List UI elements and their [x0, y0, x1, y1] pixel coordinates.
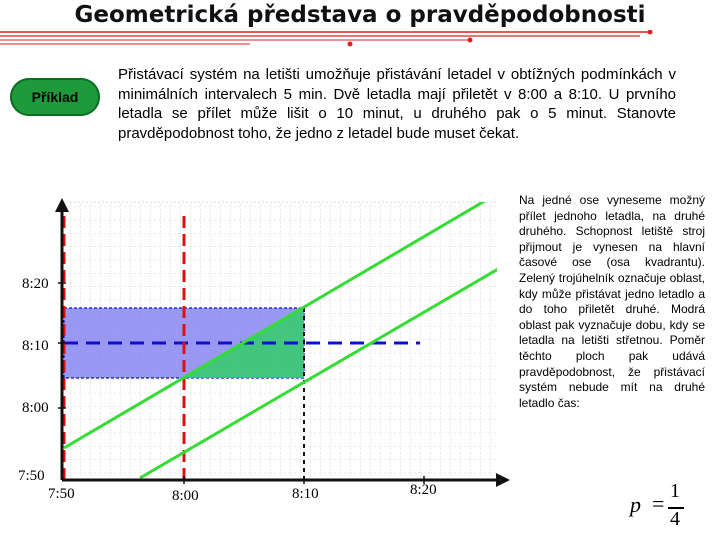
x-tick-8-00: 8:00	[172, 488, 199, 504]
formula-numerator: 1	[670, 480, 680, 502]
y-tick-8-10: 8:10	[22, 338, 49, 354]
x-tick-8-10: 8:10	[292, 486, 319, 502]
y-tick-8-00: 8:00	[22, 400, 49, 416]
x-tick-8-20: 8:20	[410, 482, 437, 498]
example-badge: Příklad	[10, 78, 100, 116]
title-decoration	[0, 30, 720, 50]
formula-denominator: 4	[670, 508, 680, 530]
problem-text: Přistávací systém na letišti umožňuje přistávání letadel v obtížných podmínkách v minimálních intervalech 5 min. Dvě letadla mají přiletět v 8:00 a 8:10. U prvního letadla se přílet může lišit o 10 minut, u druhého pak o 5 minut. Stanovte pravděpodobnost toho, že jedno z letadel bude muset čekat.	[118, 66, 676, 142]
formula-variable: p	[630, 492, 641, 517]
y-tick-8-20: 8:20	[22, 276, 49, 292]
formula-equals: =	[652, 491, 665, 516]
x-tick-7-50: 7:50	[48, 486, 75, 502]
x-axis-arrow	[496, 473, 510, 487]
probability-graph	[0, 180, 520, 510]
y-tick-7-50: 7:50	[18, 468, 45, 484]
explanation-text: Na jedné ose vyneseme možný přílet jednoho letadla, na druhé druhého. Schopnost letiště stroj přijmout je vynesen na hlavní časové ose (osa kvadrantu). Zelený trojúhelník označuje oblast, kdy může přistávat jedno letadlo a do toho přiletět druhé. Modrá oblast pak vyznačuje dobu, kdy se letadla na letišti střetnou. Poměr těchto ploch pak udává pravděpodobnost, že přistávací systém nebude mít na druhé letadlo čas:	[519, 193, 705, 410]
page-title: Geometrická představa o pravděpodobnosti	[74, 2, 646, 28]
